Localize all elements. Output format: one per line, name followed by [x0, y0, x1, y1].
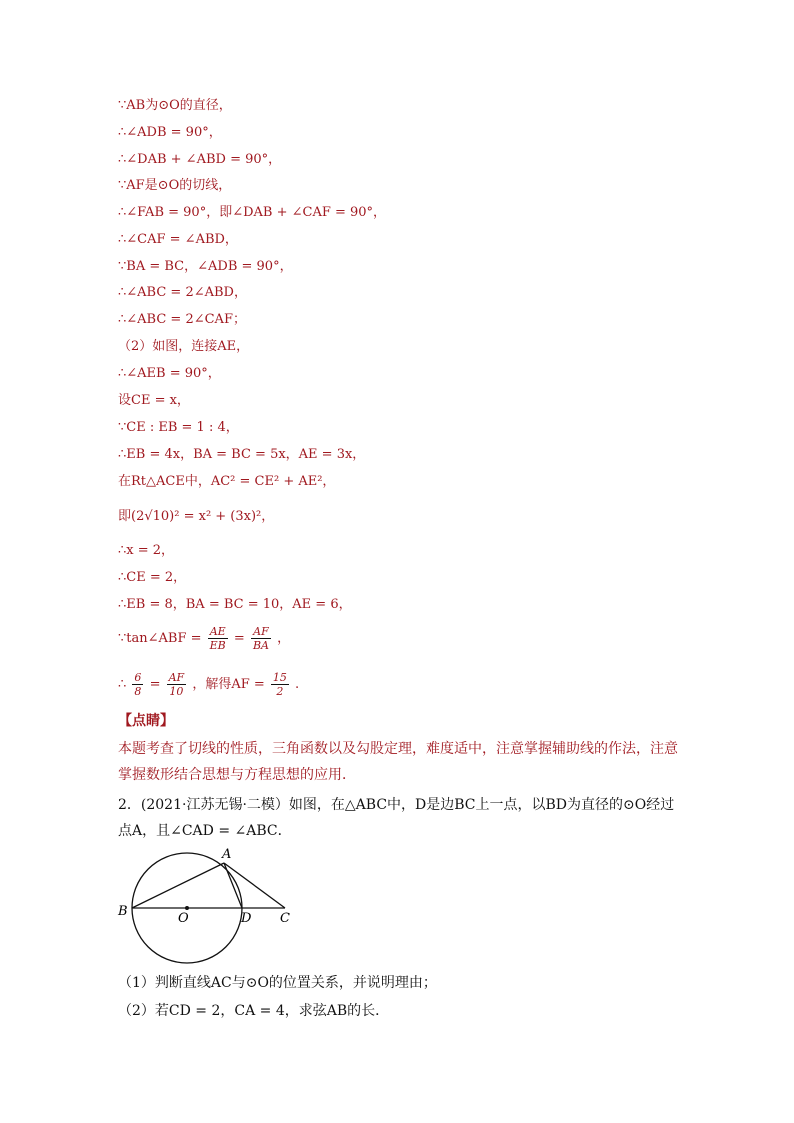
solution-line: ∴CE = 2， [118, 570, 187, 585]
solution-line: ∴∠CAF = ∠ABD， [118, 232, 238, 247]
tan-prefix: ∵tan∠ABF = [118, 631, 202, 646]
solution-line: ∵AF是⊙O的切线， [118, 178, 232, 193]
fraction-denominator: EB [209, 639, 226, 652]
geometry-figure [110, 840, 310, 970]
fraction-numerator: 15 [272, 671, 287, 684]
tan-suffix: ， [277, 631, 291, 646]
solution-line: ∴∠FAB = 90°，即∠DAB + ∠CAF = 90°， [118, 205, 387, 220]
question-2: （2）若CD = 2，CA = 4，求弦AB的长． [118, 1003, 390, 1019]
fraction-af-10 [167, 671, 187, 698]
equals-sign: = [149, 677, 161, 692]
label-a: A [222, 847, 232, 862]
solution-line: ∴EB = 4x，BA = BC = 5x，AE = 3x， [118, 447, 366, 462]
solution-line: ∴x = 2， [118, 543, 175, 558]
comment-heading: 【点睛】 [118, 713, 174, 729]
fraction-numerator: AF [251, 625, 271, 639]
solution-line: ∴∠DAB + ∠ABD = 90°， [118, 152, 282, 167]
final-prefix: ∴ [118, 677, 127, 692]
fraction-numerator: AF [168, 671, 185, 684]
center-dot [185, 906, 189, 910]
solution-line: ∴∠ABC = 2∠CAF； [118, 312, 246, 327]
solution-line: 在Rt△ACE中，AC² = CE² + AE²， [118, 474, 336, 489]
solution-line: ∴∠ABC = 2∠ABD， [118, 285, 247, 300]
label-b: B [118, 904, 128, 919]
fraction-numerator: AE [208, 625, 228, 639]
fraction-af-ba [251, 625, 271, 652]
fraction-numerator: 6 [134, 671, 142, 684]
final-mid-text: ，解得AF = [192, 677, 265, 692]
solution-line: 即(2√10)² = x² + (3x)²， [118, 509, 275, 524]
fraction-denominator: BA [252, 639, 269, 652]
fraction-15-2 [271, 671, 289, 698]
solution-line: ∵CE : EB = 1 : 4， [118, 420, 239, 435]
fraction-denominator: 8 [134, 685, 142, 698]
label-d: D [241, 911, 252, 926]
fraction-denominator: 10 [169, 685, 184, 698]
segment-ab [132, 863, 224, 908]
question-1: （1）判断直线AC与⊙O的位置关系，并说明理由； [118, 975, 437, 991]
final-equation-line [118, 670, 299, 700]
label-o: O [178, 911, 189, 926]
solution-line: ∴∠ADB = 90°， [118, 125, 222, 140]
label-c: C [280, 911, 290, 926]
solution-line: ∴EB = 8，BA = BC = 10，AE = 6， [118, 597, 352, 612]
solution-line: 设CE = x， [118, 393, 190, 408]
tan-equation-line [118, 624, 290, 654]
fraction-denominator: 2 [276, 685, 284, 698]
solution-line: ∵AB为⊙O的直径， [118, 98, 232, 113]
fraction-ae-eb [208, 625, 228, 652]
fraction-6-8 [132, 671, 143, 698]
equals-sign: = [233, 631, 245, 646]
problem-statement: 2．(2021·江苏无锡·二模）如图，在△ABC中，D是边BC上一点，以BD为直径的⊙O经过点A，且∠CAD = ∠ABC． [118, 797, 675, 839]
final-suffix: . [295, 677, 300, 692]
solution-line: ∴∠AEB = 90°， [118, 366, 221, 381]
solution-line: （2）如图，连接AE， [118, 339, 250, 354]
solution-line: ∵BA = BC，∠ADB = 90°， [118, 259, 293, 274]
comment-text: 本题考查了切线的性质，三角函数以及勾股定理，难度适中，注意掌握辅助线的作法，注意掌握数形结合思想与方程思想的应用． [118, 741, 678, 783]
